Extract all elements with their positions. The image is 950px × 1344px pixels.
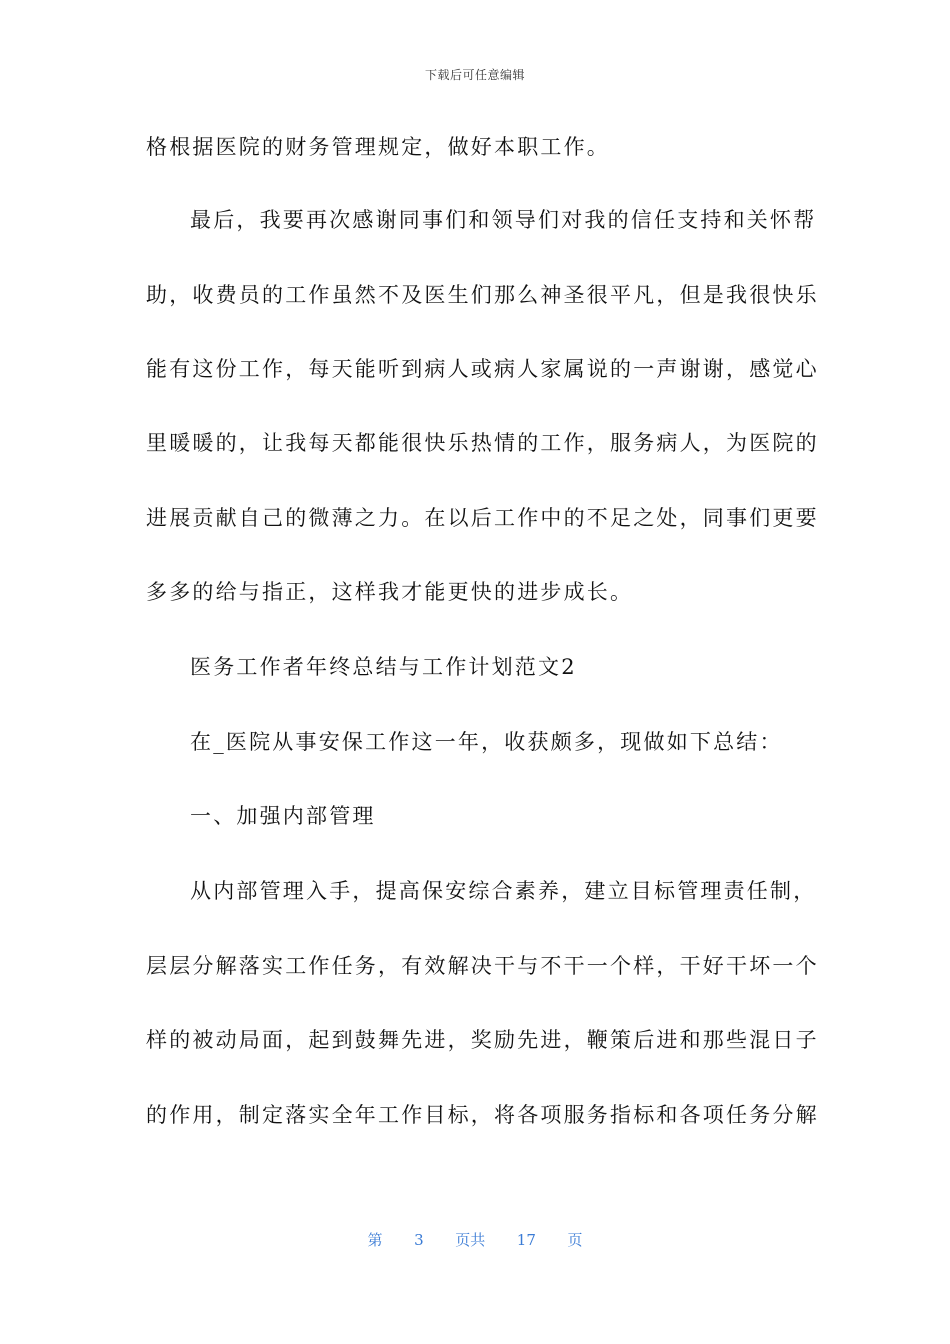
footer-page-suffix: 页 bbox=[567, 1231, 583, 1249]
footer-total-pages: 17 bbox=[516, 1231, 536, 1249]
section-heading: 医务工作者年终总结与工作计划范文2 bbox=[190, 655, 577, 679]
footer-page-prefix: 第 bbox=[367, 1231, 383, 1249]
paragraph-line: 能有这份工作，每天能听到病人或病人家属说的一声谢谢，感觉心 bbox=[146, 357, 819, 381]
header-note: 下载后可任意编辑 bbox=[424, 68, 525, 82]
paragraph-line: 格根据医院的财务管理规定，做好本职工作。 bbox=[146, 135, 610, 159]
footer-page-middle: 页共 bbox=[455, 1231, 486, 1249]
paragraph-line: 进展贡献自己的微薄之力。在以后工作中的不足之处，同事们更要 bbox=[146, 506, 819, 530]
paragraph-line: 的作用，制定落实全年工作目标，将各项服务指标和各项任务分解 bbox=[146, 1103, 819, 1127]
paragraph-line: 最后，我要再次感谢同事们和领导们对我的信任支持和关怀帮 bbox=[190, 208, 817, 232]
footer-page-number: 3 bbox=[414, 1231, 424, 1249]
paragraph-line: 里暖暖的，让我每天都能很快乐热情的工作，服务病人，为医院的 bbox=[146, 431, 819, 455]
paragraph-line: 从内部管理入手，提高保安综合素养，建立目标管理责任制， bbox=[190, 879, 817, 903]
paragraph-line: 在_医院从事安保工作这一年，收获颇多，现做如下总结： bbox=[190, 730, 783, 754]
paragraph-line: 样的被动局面，起到鼓舞先进，奖励先进，鞭策后进和那些混日子 bbox=[146, 1028, 819, 1052]
paragraph-line: 层层分解落实工作任务，有效解决干与不干一个样，干好干坏一个 bbox=[146, 954, 819, 978]
subsection-heading: 一、加强内部管理 bbox=[190, 804, 376, 828]
paragraph-line: 助，收费员的工作虽然不及医生们那么神圣很平凡，但是我很快乐 bbox=[146, 283, 819, 307]
page-footer bbox=[0, 1229, 950, 1250]
paragraph-line: 多多的给与指正，这样我才能更快的进步成长。 bbox=[146, 580, 634, 604]
